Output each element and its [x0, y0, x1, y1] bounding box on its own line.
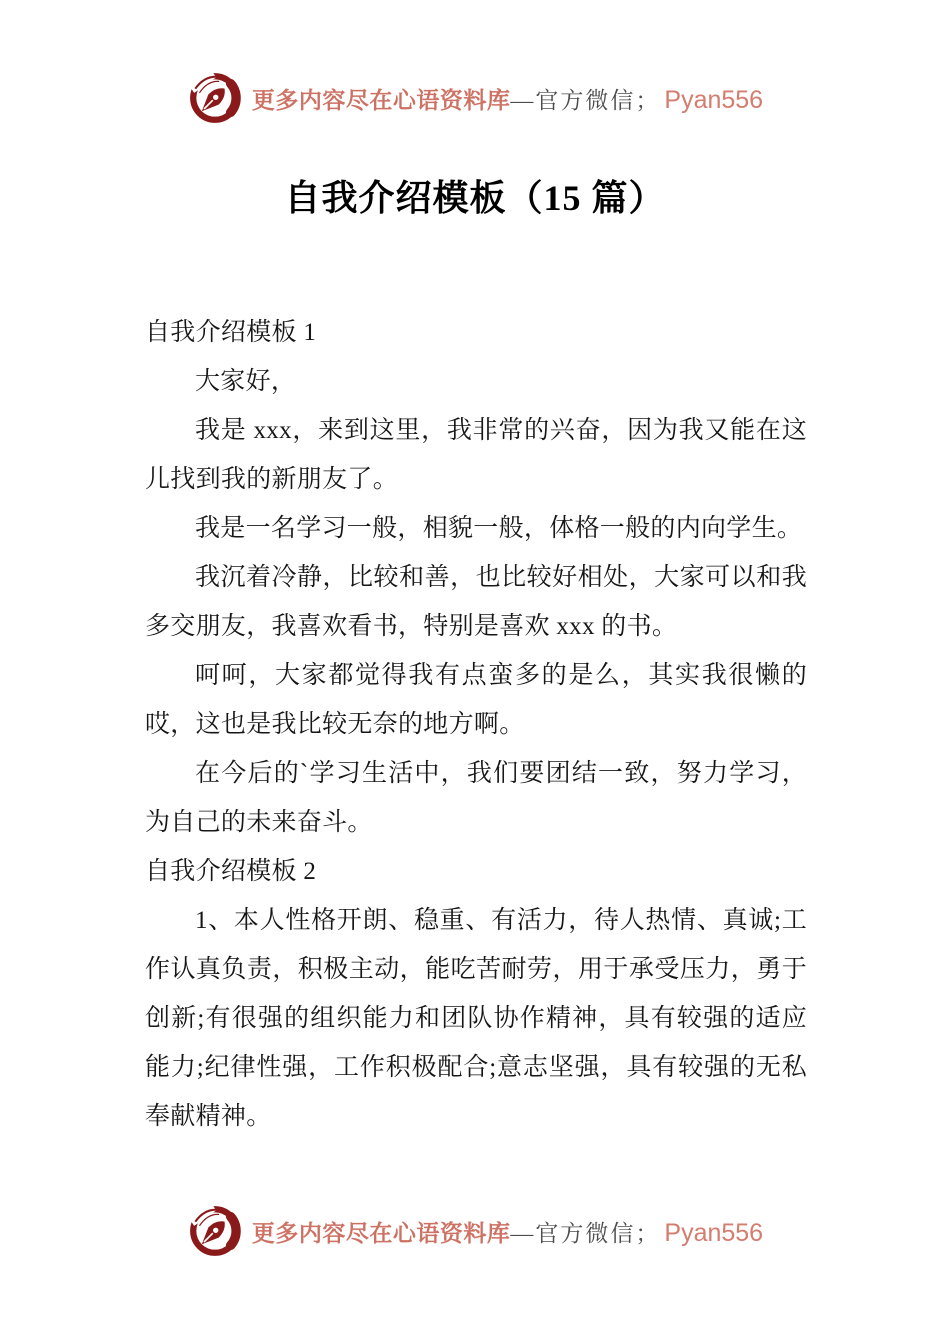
- paragraph: 我是一名学习一般，相貌一般，体格一般的内向学生。: [195, 515, 803, 542]
- banner-wechat-label: 官方微信；: [535, 1220, 661, 1246]
- banner-wechat-label: 官方微信；: [535, 87, 661, 113]
- paragraph: 在今后的`学习生活中，我们要团结一致，努力学习，为自己的未来奋斗。: [145, 760, 807, 836]
- pen-circle-logo-icon: [187, 1203, 243, 1259]
- banner-wechat-id: Pyan556: [664, 85, 764, 114]
- paragraph: 我是 xxx，来到这里，我非常的兴奋，因为我又能在这儿找到我的新朋友了。: [145, 417, 807, 493]
- page-title: 自我介绍模板（15 篇）: [284, 178, 666, 218]
- banner-wechat-id: Pyan556: [664, 1218, 764, 1247]
- banner-brand-text: 更多内容尽在心语资料库: [251, 87, 511, 113]
- section-2-heading: 自我介绍模板 2: [145, 858, 317, 885]
- document-body: [145, 308, 807, 1141]
- footer-banner-text: [252, 1215, 763, 1248]
- header-banner-text: [252, 82, 763, 115]
- pen-circle-logo-icon: [187, 70, 243, 126]
- paragraph: 我沉着冷静，比较和善，也比较好相处，大家可以和我多交朋友，我喜欢看书，特别是喜欢 xxx 的书。: [145, 564, 807, 640]
- section-1-heading: 自我介绍模板 1: [145, 319, 317, 346]
- paragraph: 1、本人性格开朗、稳重、有活力，待人热情、真诚;工作认真负责，积极主动，能吃苦耐劳，用于承受压力，勇于创新;有很强的组织能力和团队协作精神，具有较强的适应能力;纪律性强，工作积极配合;意志坚强，具有较强的无私奉献精神。: [145, 907, 807, 1130]
- banner-dash: —: [510, 87, 536, 113]
- paragraph: 大家好，: [195, 368, 297, 395]
- paragraph: 呵呵，大家都觉得我有点蛮多的是么，其实我很懒的哎，这也是我比较无奈的地方啊。: [145, 662, 807, 738]
- header-banner: [0, 70, 950, 126]
- banner-brand-text: 更多内容尽在心语资料库: [251, 1220, 511, 1246]
- footer-banner: [0, 1203, 950, 1259]
- banner-dash: —: [510, 1220, 536, 1246]
